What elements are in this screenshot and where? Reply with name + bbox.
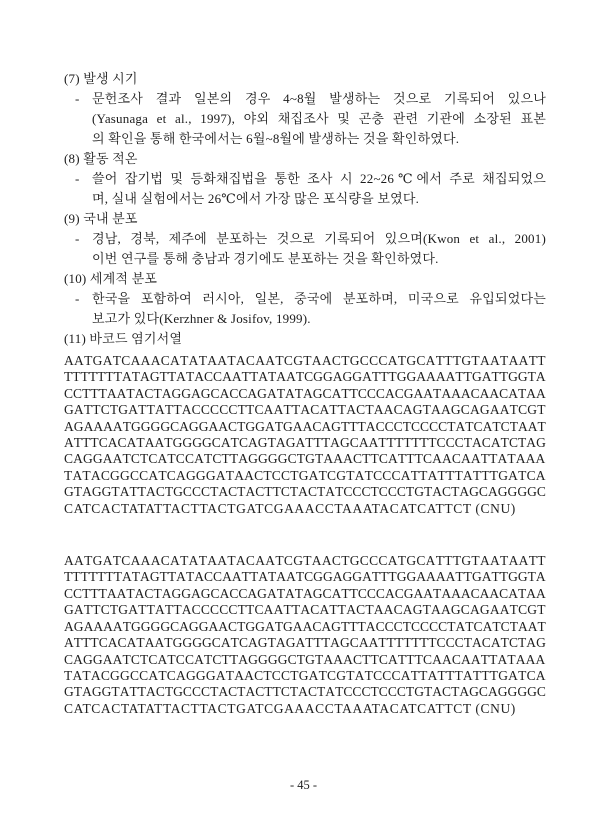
- section-heading: (10) 세계적 분포: [64, 271, 158, 286]
- dna-sequence-line: A T T T C A C A T A A T G G G G C A T C A G T A G A T T T A G C A A T T T T T T T C C C T A C A T C T A G: [64, 435, 546, 451]
- body-text-line: 문헌조사 결과 일본의 경우 4~8월 발생하는 것으로 기록되어 있으나: [92, 91, 546, 106]
- bullet-marker: -: [75, 91, 80, 106]
- bullet-marker: -: [75, 171, 80, 186]
- dna-sequence-line: CATCACTATATTACTTACTGATCGAAACCTAAATACATCATTCT (CNU): [64, 700, 516, 716]
- bullet-item: [64, 289, 546, 329]
- dna-sequence-line: T T T T T T T A T A G T T A T A C C A A T T A T A A T C G G A G G A T T T G G A A A A T T G A T T G G T A: [64, 569, 546, 585]
- bullet-marker: -: [75, 291, 80, 306]
- bullet-item: [64, 229, 546, 269]
- section-occurrence-period: [64, 69, 546, 149]
- section-heading: (9) 국내 분포: [64, 211, 138, 226]
- body-text-line: (Yasunaga et al., 1997), 야외 채집조사 및 곤충 관련 기관에 소장된 표본: [92, 111, 546, 126]
- dna-sequence-block-1: [64, 353, 546, 517]
- dna-sequence-line: CATCACTATATTACTTACTGATCGAAACCTAAATACATCATTCT (CNU): [64, 500, 516, 516]
- dna-sequence-line: T A T A C G G C C A T C A G G G A T A A C T C C T G A T C G T A T C C C A T T A T T T A T T T G A T C A: [64, 467, 546, 483]
- body-text-line: 이번 연구를 통해 충남과 경기에도 분포하는 것을 확인하였다.: [92, 251, 439, 266]
- body-text-line: 쓸어 잡기법 및 등화채집법을 통한 조사 시 22~26℃에서 주로 채집되었으: [92, 171, 546, 186]
- section-heading: (8) 활동 적온: [64, 151, 138, 166]
- section-activity-temperature: [64, 149, 546, 209]
- dna-sequence-line: C A G G A A T C T C A T C C A T C T T A G G G G C T G T A A A C T T C A T T T C A A C A A T T A T A A A: [64, 651, 546, 667]
- dna-sequence-line: A A T G A T C A A A C A T A T A A T A C A A T C G T A A C T G C C C A T G C A T T T G T A A T A A T T: [64, 353, 546, 368]
- bullet-item: [64, 169, 546, 209]
- dna-sequence-line: C C T T T A A T A C T A G G A G C A C C A G A T A T A G C A T T C C C A C G A A T A A A C A A C A T A A: [64, 585, 546, 601]
- dna-sequence-line: A G A A A A T G G G G C A G G A A C T G G A T G A A C A G T T T A C C C T C C C C T A T C A T C T A A T: [64, 418, 546, 434]
- body-text-line: 한국을 포함하여 러시아, 일본, 중국에 분포하며, 미국으로 유입되었다는: [92, 291, 546, 306]
- section-heading: (7) 발생 시기: [64, 71, 138, 86]
- body-text-line: 경남, 경북, 제주에 분포하는 것으로 기록되어 있으며(Kwon et al., 2001): [92, 231, 546, 246]
- page-number: - 45 -: [289, 778, 318, 792]
- dna-sequence-line: A T T T C A C A T A A T G G G G C A T C A G T A G A T T T A G C A A T T T T T T T C C C T A C A T C T A G: [64, 635, 546, 651]
- dna-sequence-line: G A T T C T G A T T A T T A C C C C C T T C A A T T A C A T T A C T A A C A G T A A G C A G A A T C G T: [64, 402, 546, 418]
- dna-sequence-line: A G A A A A T G G G G C A G G A A C T G G A T G A A C A G T T T A C C C T C C C C T A T C A T C T A A T: [64, 618, 546, 634]
- dna-sequence-line: G T A G G T A T T A C T G C C C T A C T A C T T C T A C T A T C C C T C C C T G T A C T A G C A G G G G C: [64, 484, 546, 500]
- section-domestic-distribution: [64, 209, 546, 269]
- dna-sequence-line: T A T A C G G C C A T C A G G G A T A A C T C C T G A T C G T A T C C C A T T A T T T A T T T G A T C A: [64, 667, 546, 683]
- section-world-distribution: [64, 269, 546, 329]
- dna-sequence-line: G A T T C T G A T T A T T A C C C C C T T C A A T T A C A T T A C T A A C A G T A A G C A G A A T C G T: [64, 602, 546, 618]
- page-content: [64, 69, 546, 717]
- section-barcode-sequence: [64, 329, 546, 349]
- bullet-marker: -: [75, 231, 80, 246]
- dna-sequence-block-2: [64, 553, 546, 717]
- dna-sequence-line: A A T G A T C A A A C A T A T A A T A C A A T C G T A A C T G C C C A T G C A T T T G T A A T A A T T: [64, 553, 546, 569]
- dna-sequence-line: C A G G A A T C T C A T C C A T C T T A G G G G C T G T A A A C T T C A T T T C A A C A A T T A T A A A: [64, 451, 546, 467]
- section-heading: (11) 바코드 염기서열: [64, 331, 183, 346]
- body-text-line: 보고가 있다(Kerzhner & Josifov, 1999).: [92, 311, 311, 326]
- dna-sequence-line: T T T T T T T A T A G T T A T A C C A A T T A T A A T C G G A G G A T T T G G A A A A T T G A T T G G T A: [64, 369, 546, 385]
- bullet-item: [64, 89, 546, 149]
- dna-sequence-line: C C T T T A A T A C T A G G A G C A C C A G A T A T A G C A T T C C C A C G A A T A A A C A A C A T A A: [64, 385, 546, 401]
- body-text-line: 의 확인을 통해 한국에서는 6월~8월에 발생하는 것을 확인하였다.: [92, 131, 460, 146]
- dna-sequence-line: G T A G G T A T T A C T G C C C T A C T A C T T C T A C T A T C C C T C C C T G T A C T A G C A G G G G C: [64, 684, 546, 700]
- body-text-line: 며, 실내 실험에서는 26℃에서 가장 많은 포식량을 보였다.: [92, 191, 420, 206]
